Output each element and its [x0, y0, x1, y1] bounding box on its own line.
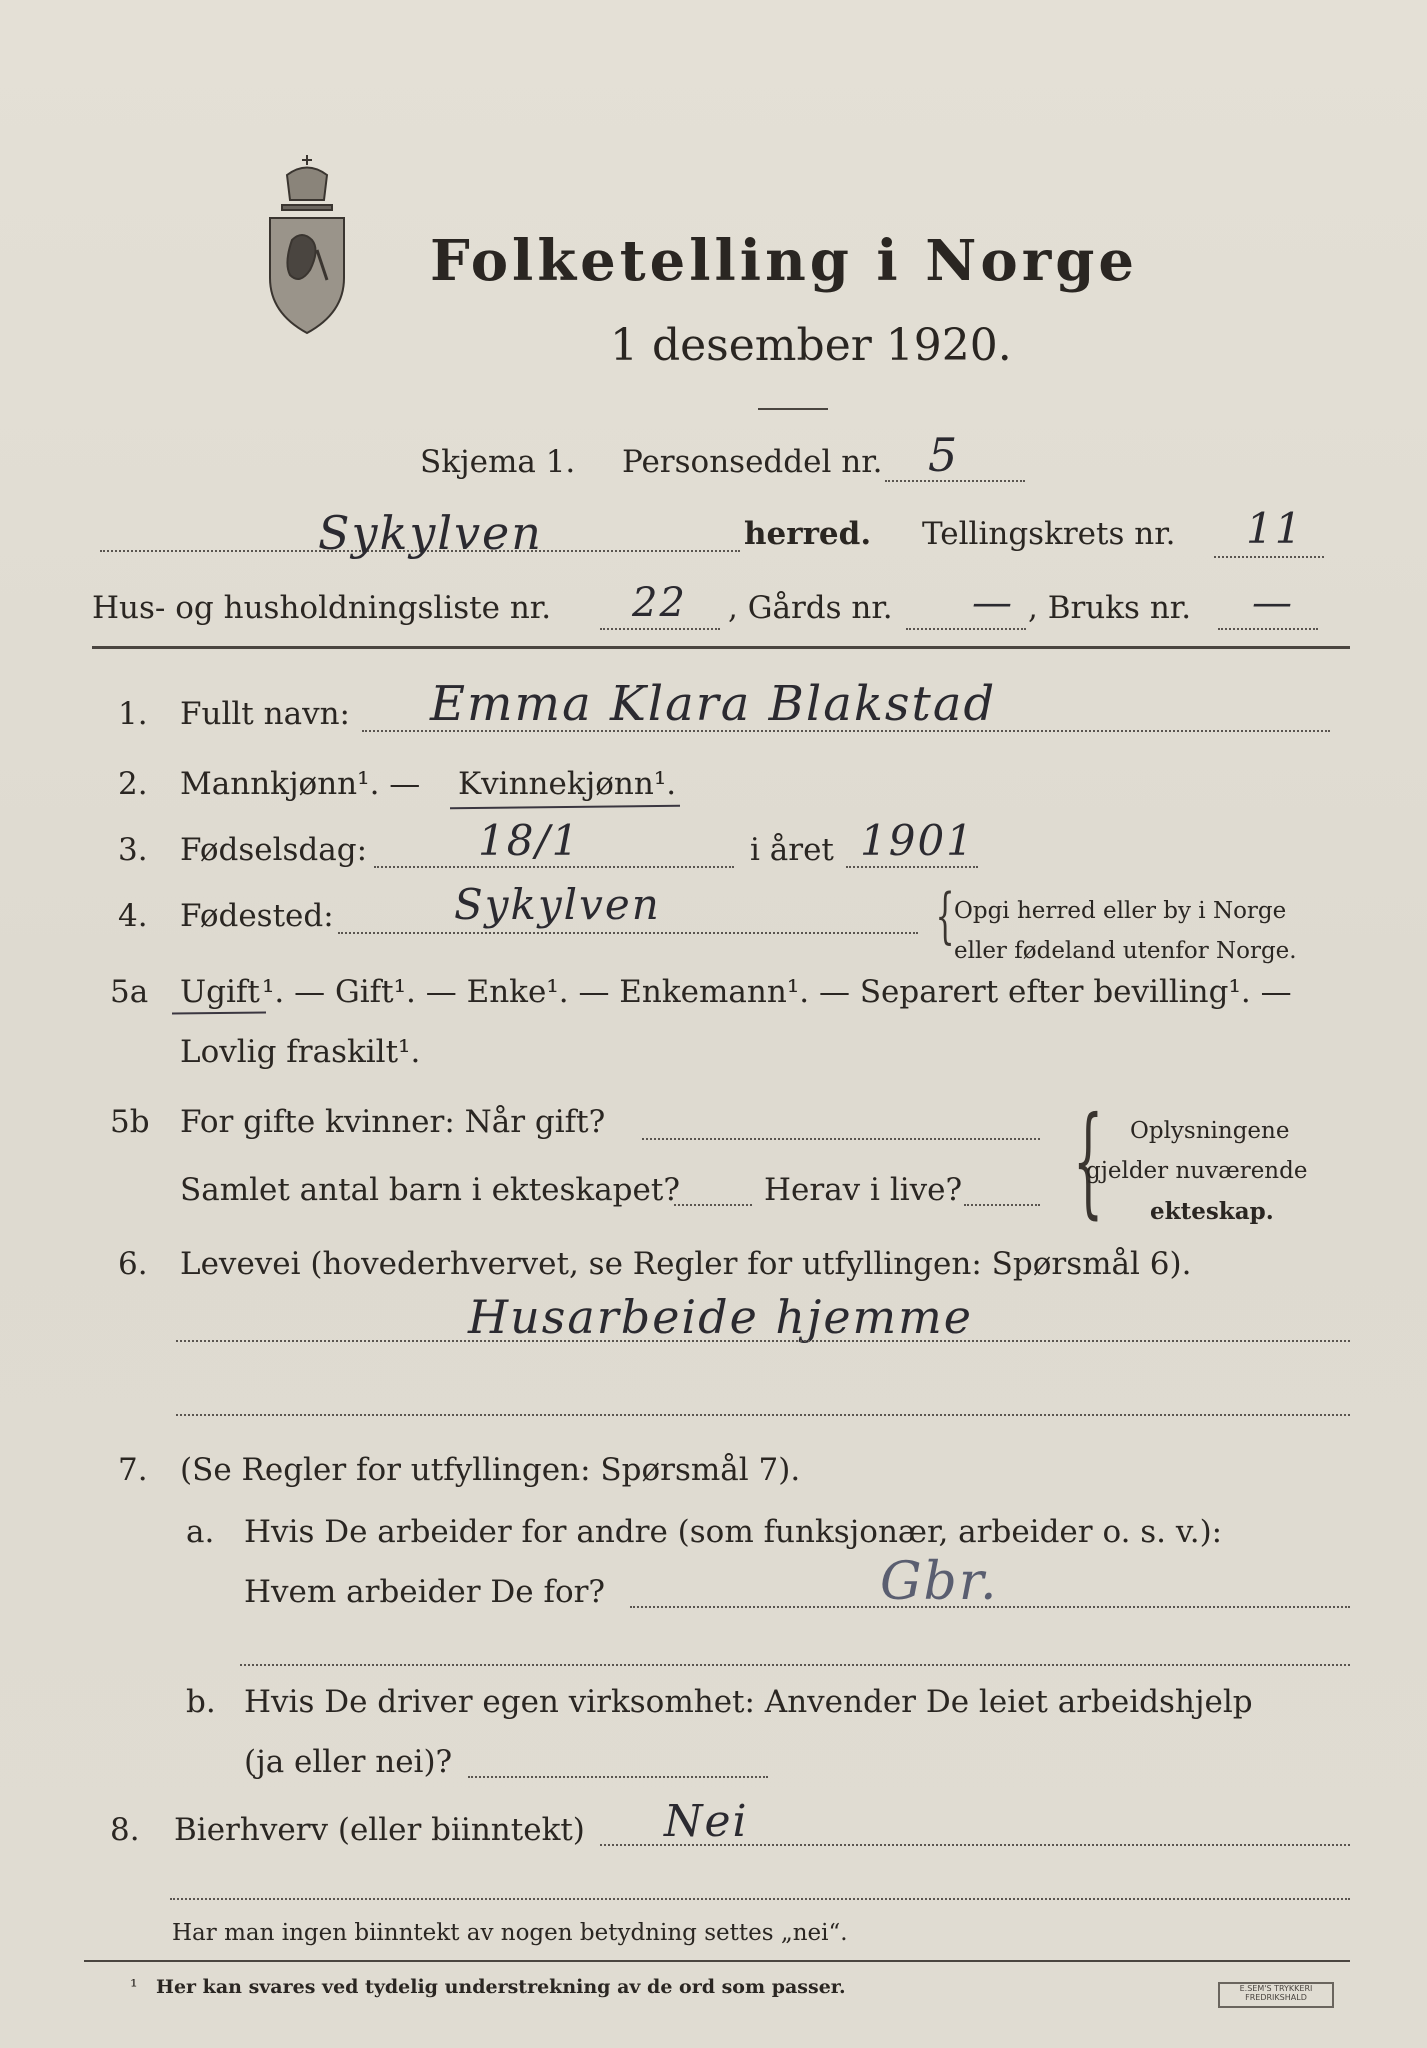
header-divider [92, 646, 1350, 649]
q8-side-income: Nei [664, 1796, 749, 1847]
q4-birthplace: Sykylven [454, 880, 661, 929]
q8-label: Bierhverv (eller biinntekt) [174, 1812, 585, 1848]
tellingskrets-dots [1214, 556, 1324, 558]
q7-number: 7. [118, 1452, 148, 1488]
tellingskrets-value: 11 [1246, 504, 1304, 553]
q7a-text: Hvis De arbeider for andre (som funksjonær, arbeider o. s. v.): [244, 1514, 1223, 1550]
q7b-text: Hvis De driver egen virksomhet: Anvender De leiet arbeidshjelp [244, 1684, 1253, 1720]
q7b-letter: b. [186, 1684, 216, 1720]
personseddel-dots [885, 480, 1025, 482]
q5b-note-line3: ekteskap. [1150, 1198, 1274, 1225]
q2-male: Mannkjønn¹. — [180, 766, 421, 802]
q5b-note-line2: gjelder nuværende [1086, 1158, 1308, 1184]
personseddel-value: 5 [928, 428, 960, 482]
q2-number: 2. [118, 766, 148, 802]
q3-year-label: i året [750, 832, 834, 868]
printer-stamp [1218, 1982, 1334, 2008]
herred-value: Sykylven [318, 506, 543, 560]
gards-value: — [972, 580, 1014, 626]
q3-year-dots [846, 866, 978, 868]
q6-number: 6. [118, 1246, 148, 1282]
q5a-ugift: Ugift [180, 974, 260, 1010]
q7b-question: (ja eller nei)? [244, 1744, 453, 1780]
q4-brace: { [935, 881, 955, 951]
gards-label: , Gårds nr. [728, 590, 893, 626]
q5b-number: 5b [110, 1104, 150, 1140]
q4-note-line2: eller fødeland utenfor Norge. [954, 938, 1297, 964]
footnote-text: Her kan svares ved tydelig understrekning av de ord som passer. [156, 1976, 846, 1998]
tellingskrets-label: Tellingskrets nr. [922, 516, 1176, 552]
q4-note-line1: Opgi herred eller by i Norge [954, 898, 1287, 924]
hus-label: Hus- og husholdningsliste nr. [92, 590, 552, 626]
q7a-employer: Gbr. [880, 1552, 999, 1612]
q5b-children: Samlet antal barn i ekteskapet? [180, 1172, 680, 1208]
q7-text: (Se Regler for utfyllingen: Spørsmål 7). [180, 1452, 801, 1488]
form-title: Folketelling i Norge [430, 228, 1139, 294]
bruks-dots [1218, 628, 1318, 630]
q3-birthdate: 18/1 [478, 816, 581, 865]
q6-dots-2 [176, 1414, 1350, 1416]
footer-divider [84, 1960, 1350, 1962]
q5b-married-dots [642, 1138, 1040, 1140]
q5a-number: 5a [110, 974, 149, 1010]
hus-dots [600, 628, 720, 630]
q4-number: 4. [118, 898, 148, 934]
q5a-options: ¹. — Gift¹. — Enke¹. — Enkemann¹. — Separert efter bevilling¹. — [262, 974, 1292, 1010]
census-date: 1 desember 1920. [610, 320, 1012, 371]
q2-female-underline [450, 805, 680, 809]
q8-note: Har man ingen biinntekt av nogen betydning settes „nei“. [172, 1920, 848, 1946]
q7a-question: Hvem arbeider De for? [244, 1574, 606, 1610]
q7b-dots [468, 1776, 768, 1778]
herred-label: herred. [744, 516, 872, 552]
q3-dots [374, 866, 734, 868]
q5a-ugift-underline [172, 1012, 266, 1015]
q4-dots [338, 932, 918, 934]
q8-dots-2 [170, 1898, 1350, 1900]
skjema-label: Skjema 1. [420, 444, 576, 480]
q5b-alive-dots [964, 1204, 1040, 1206]
coat-of-arms-icon [262, 150, 352, 340]
q7a-letter: a. [186, 1514, 215, 1550]
bruks-value: — [1252, 580, 1294, 626]
stamp-line1: E.SEM'S TRYKKERI [1239, 1984, 1313, 1993]
q1-full-name: Emma Klara Blakstad [430, 676, 997, 732]
q4-label: Fødested: [180, 898, 334, 934]
q6-text: Levevei (hovederhvervet, se Regler for utfyllingen: Spørsmål 6). [180, 1246, 1192, 1282]
q5b-line1: For gifte kvinner: Når gift? [180, 1104, 606, 1140]
footnote-mark: ¹ [130, 1976, 138, 1998]
q3-number: 3. [118, 832, 148, 868]
q5b-alive: Herav i live? [764, 1172, 963, 1208]
q8-number: 8. [110, 1812, 140, 1848]
q3-birthyear: 1901 [860, 816, 975, 865]
personseddel-label: Personseddel nr. [622, 444, 883, 480]
q3-label: Fødselsdag: [180, 832, 368, 868]
q1-label: Fullt navn: [180, 696, 350, 732]
q5b-note-line1: Oplysningene [1130, 1118, 1290, 1144]
stamp-line2: FREDRIKSHALD [1245, 1993, 1307, 2002]
hus-value: 22 [632, 580, 687, 626]
q6-occupation: Husarbeide hjemme [468, 1290, 974, 1344]
q1-number: 1. [118, 696, 148, 732]
q5b-brace: { [1072, 1092, 1104, 1231]
q5a-line2: Lovlig fraskilt¹. [180, 1034, 421, 1070]
gards-dots [906, 628, 1026, 630]
q6-dots-1 [176, 1340, 1350, 1342]
q7a-dots-2 [240, 1664, 1350, 1666]
title-divider [758, 408, 828, 410]
bruks-label: , Bruks nr. [1028, 590, 1192, 626]
q5b-children-dots [674, 1204, 752, 1206]
q2-female: Kvinnekjønn¹. [458, 766, 677, 802]
